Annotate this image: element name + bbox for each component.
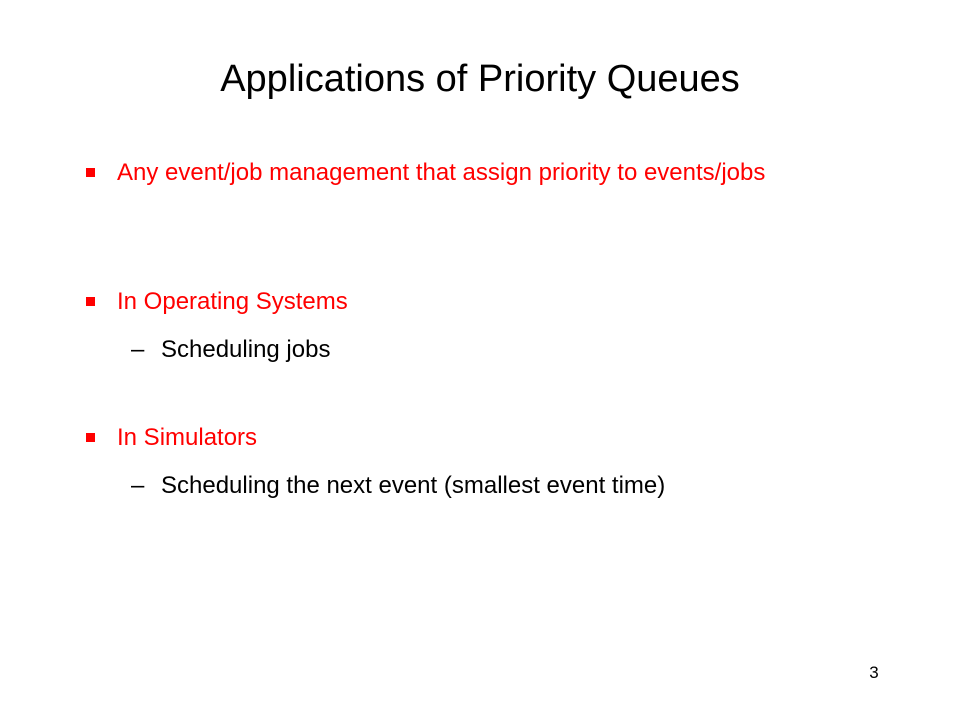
bullet-item-event-management: [86, 156, 846, 190]
sub-item-text: Scheduling the next event (smallest event time): [161, 472, 666, 499]
square-bullet-icon: [86, 297, 95, 306]
slide-title: Applications of Priority Queues: [220, 58, 740, 100]
square-bullet-icon: [86, 168, 95, 177]
dash-marker: –: [131, 472, 145, 499]
bullet-text: In Operating Systems: [117, 288, 348, 315]
sub-item-scheduling-next-event: [131, 469, 891, 503]
square-bullet-icon: [86, 433, 95, 442]
bullet-item-operating-systems: [86, 285, 846, 319]
page-number: 3: [869, 663, 879, 682]
bullet-text: In Simulators: [117, 424, 258, 451]
dash-marker: –: [131, 336, 145, 363]
bullet-text: Any event/job management that assign priority to events/jobs: [117, 159, 766, 186]
sub-item-scheduling-jobs: [131, 333, 891, 367]
sub-item-text: Scheduling jobs: [161, 336, 331, 363]
bullet-item-simulators: [86, 421, 846, 455]
